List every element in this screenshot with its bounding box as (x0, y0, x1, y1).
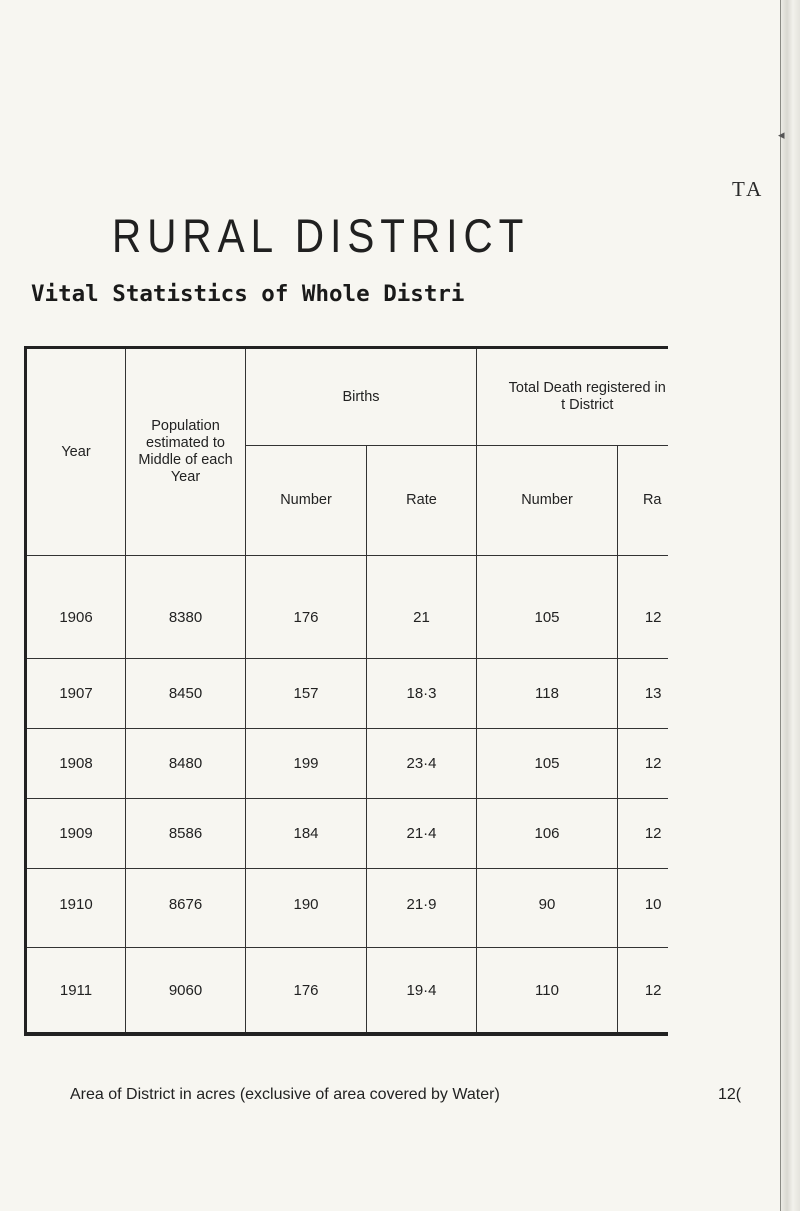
cell-year: 1910 (26, 869, 126, 948)
table-title: Vital Statistics of Whole Distri (31, 281, 465, 307)
cell-population: 8450 (126, 659, 246, 729)
cell-population: 8676 (126, 869, 246, 948)
cell-births-number: 176 (246, 948, 367, 1035)
header-deaths-rate: Ra (618, 446, 668, 556)
cell-deaths-number: 110 (477, 948, 618, 1035)
cell-births-rate: 21·9 (367, 869, 477, 948)
cell-births-rate: 23·4 (367, 729, 477, 799)
cell-year: 1906 (26, 556, 126, 659)
cell-deaths-rate: 12 (618, 948, 668, 1035)
cell-year: 1911 (26, 948, 126, 1035)
table-row (26, 729, 668, 799)
cell-population: 9060 (126, 948, 246, 1035)
cell-births-rate: 21 (367, 556, 477, 659)
header-total-deaths: Total Death registered in t District (477, 348, 668, 446)
cell-deaths-rate: 12 (618, 556, 668, 659)
cell-deaths-rate: 12 (618, 729, 668, 799)
arrow-mark-icon: ◂ (778, 128, 785, 143)
cell-year: 1908 (26, 729, 126, 799)
cell-year: 1907 (26, 659, 126, 729)
header-year: Year (26, 348, 126, 556)
cell-population: 8480 (126, 729, 246, 799)
page-edge (780, 0, 800, 1211)
cell-population: 8586 (126, 799, 246, 869)
cell-births-number: 190 (246, 869, 367, 948)
cell-deaths-number: 90 (477, 869, 618, 948)
table-row (26, 869, 668, 948)
header-population: Population estimated to Middle of each Year (126, 348, 246, 556)
footnote (70, 1086, 742, 1104)
header-births: Births (246, 348, 477, 446)
header-births-number: Number (246, 446, 367, 556)
cell-deaths-number: 105 (477, 729, 618, 799)
corner-label: TA (732, 177, 765, 201)
cell-deaths-number: 106 (477, 799, 618, 869)
cell-deaths-number: 118 (477, 659, 618, 729)
table-row (26, 948, 668, 1035)
cell-deaths-number: 105 (477, 556, 618, 659)
header-births-rate: Rate (367, 446, 477, 556)
cell-deaths-rate: 10 (618, 869, 668, 948)
cell-deaths-rate: 12 (618, 799, 668, 869)
vital-statistics-table (24, 346, 668, 1036)
table-row (26, 659, 668, 729)
cell-births-rate: 18·3 (367, 659, 477, 729)
cell-births-number: 184 (246, 799, 367, 869)
cell-deaths-rate: 13 (618, 659, 668, 729)
table-row (26, 556, 668, 659)
cell-births-number: 157 (246, 659, 367, 729)
header-deaths-number: Number (477, 446, 618, 556)
footnote-value: 12( (718, 1086, 742, 1103)
cell-year: 1909 (26, 799, 126, 869)
footnote-text: Area of District in acres (exclusive of area covered by Water) (70, 1086, 500, 1103)
district-title: RURAL DISTRICT (112, 209, 530, 262)
table-row (26, 799, 668, 869)
cell-population: 8380 (126, 556, 246, 659)
cell-births-number: 176 (246, 556, 367, 659)
cell-births-rate: 19·4 (367, 948, 477, 1035)
cell-births-number: 199 (246, 729, 367, 799)
cell-births-rate: 21·4 (367, 799, 477, 869)
